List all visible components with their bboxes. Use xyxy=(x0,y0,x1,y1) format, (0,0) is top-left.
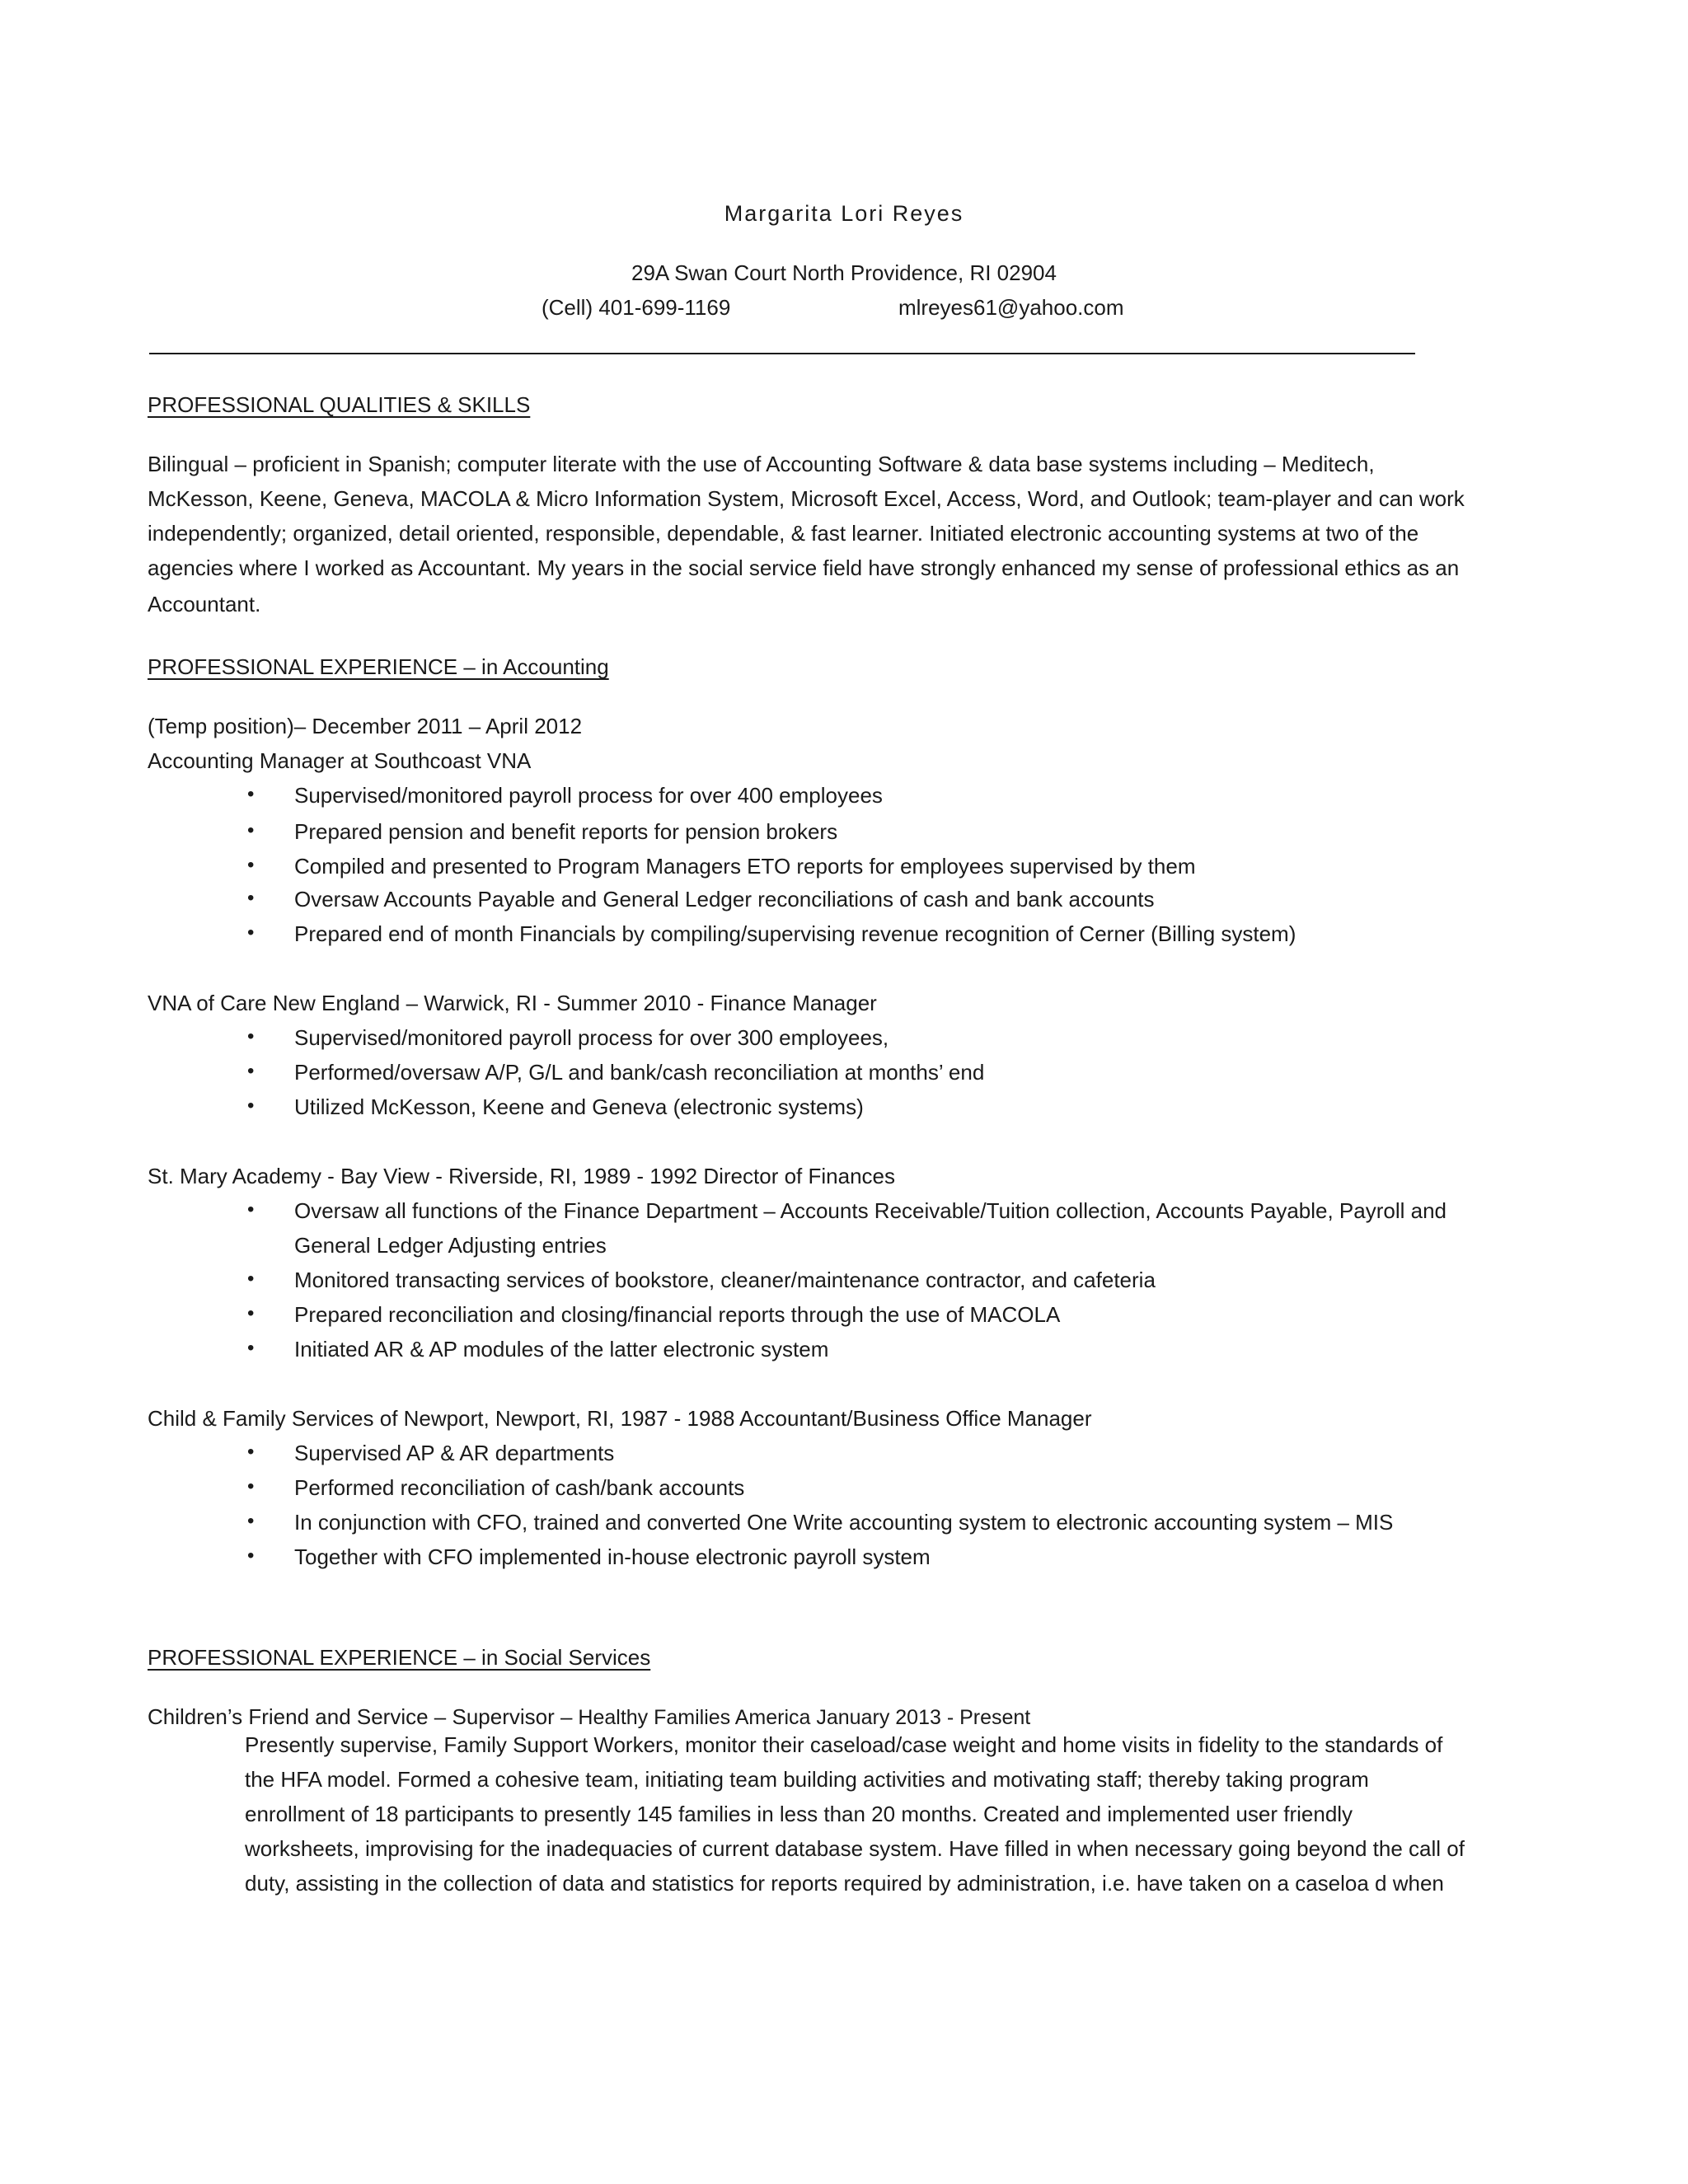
job-bullet: Prepared end of month Financials by compiling/supervising revenue recognition of Cerner (Billing system) xyxy=(294,921,1296,946)
job-bullet: Performed reconciliation of cash/bank accounts xyxy=(294,1475,745,1500)
cell-phone: (Cell) 401-699-1169 xyxy=(542,295,731,320)
job-bullet: Oversaw all functions of the Finance Department – Accounts Receivable/Tuition collection, Accounts Payable, Payroll and xyxy=(294,1198,1447,1223)
qualities-line: Bilingual – proficient in Spanish; computer literate with the use of Accounting Software & data base systems including – Meditech, xyxy=(148,452,1375,476)
qualities-line: agencies where I worked as Accountant. My years in the social service field have strongly enhanced my sense of professional ethics as an xyxy=(148,555,1460,580)
job-title: VNA of Care New England – Warwick, RI - Summer 2010 - Finance Manager xyxy=(148,991,877,1015)
job-title-detail: Healthy Families America January 2013 - Present xyxy=(572,1706,1031,1729)
job-description-line: Presently supervise, Family Support Workers, monitor their caseload/case weight and home visits in fidelity to the standards of xyxy=(245,1732,1443,1757)
job-bullet: Supervised/monitored payroll process for over 400 employees xyxy=(294,783,883,808)
job-bullet: Utilized McKesson, Keene and Geneva (electronic systems) xyxy=(294,1094,864,1119)
bullet-icon: • xyxy=(247,783,255,805)
job-bullet: Supervised/monitored payroll process for over 300 employees, xyxy=(294,1025,889,1050)
qualities-line: independently; organized, detail oriented, responsible, dependable, & fast learner. Initiated electronic accounting systems at two of the xyxy=(148,521,1419,546)
job-bullet: Performed/oversaw A/P, G/L and bank/cash reconciliation at months’ end xyxy=(294,1060,985,1085)
bullet-icon: • xyxy=(247,1060,255,1082)
qualities-line: Accountant. xyxy=(148,592,261,616)
bullet-icon: • xyxy=(247,1510,255,1532)
bullet-icon: • xyxy=(247,1544,255,1567)
contact-row xyxy=(542,295,1135,321)
job-bullet: Prepared reconciliation and closing/financial reports through the use of MACOLA xyxy=(294,1302,1061,1327)
bullet-icon: • xyxy=(247,1337,255,1359)
candidate-name: Margarita Lori Reyes xyxy=(724,201,964,226)
job-description-line: worksheets, improvising for the inadequacies of current database system. Have filled in when necessary going beyond the call of xyxy=(245,1836,1465,1861)
bullet-icon: • xyxy=(247,1198,255,1221)
job-description-line: duty, assisting in the collection of data and statistics for reports required by administration, i.e. have taken on a caseloa d when xyxy=(245,1871,1444,1896)
job-title: St. Mary Academy - Bay View - Riverside, RI, 1989 - 1992 Director of Finances xyxy=(148,1164,895,1188)
social-heading: PROFESSIONAL EXPERIENCE – in Social Services xyxy=(148,1645,651,1670)
accounting-heading: PROFESSIONAL EXPERIENCE – in Accounting xyxy=(148,654,609,679)
job-title xyxy=(148,1704,1030,1730)
bullet-icon: • xyxy=(247,1475,255,1497)
job-bullet: Prepared pension and benefit reports for pension brokers xyxy=(294,819,838,844)
bullet-icon: • xyxy=(247,1268,255,1290)
job-title: (Temp position)– December 2011 – April 2012 xyxy=(148,714,583,738)
bullet-icon: • xyxy=(247,1302,255,1324)
bullet-icon: • xyxy=(247,887,255,909)
job-title: Child & Family Services of Newport, Newport, RI, 1987 - 1988 Accountant/Business Office Manager xyxy=(148,1406,1092,1431)
bullet-icon: • xyxy=(247,1094,255,1117)
qualities-heading: PROFESSIONAL QUALITIES & SKILLS xyxy=(148,392,531,417)
job-description-line: the HFA model. Formed a cohesive team, initiating team building activities and motivating staff; thereby taking program xyxy=(245,1767,1369,1792)
bullet-icon: • xyxy=(247,1441,255,1463)
job-bullet: Compiled and presented to Program Managers ETO reports for employees supervised by them xyxy=(294,854,1196,879)
job-bullet: In conjunction with CFO, trained and converted One Write accounting system to electronic accounting system – MIS xyxy=(294,1510,1394,1535)
job-bullet: Initiated AR & AP modules of the latter electronic system xyxy=(294,1337,829,1361)
bullet-icon: • xyxy=(247,921,255,944)
bullet-icon: • xyxy=(247,819,255,841)
qualities-line: McKesson, Keene, Geneva, MACOLA & Micro Information System, Microsoft Excel, Access, Word, and Outlook; team-player and can work xyxy=(148,486,1465,511)
job-title-role: Children’s Friend and Service – Supervisor – xyxy=(148,1704,573,1729)
address: 29A Swan Court North Providence, RI 02904 xyxy=(631,260,1057,285)
header-divider xyxy=(149,353,1415,354)
email-address: mlreyes61@yahoo.com xyxy=(898,295,1124,320)
job-bullet: Oversaw Accounts Payable and General Ledger reconciliations of cash and bank accounts xyxy=(294,887,1155,912)
job-description-line: enrollment of 18 participants to presently 145 families in less than 20 months. Created and implemented user friendly xyxy=(245,1802,1353,1826)
job-bullet-continuation: General Ledger Adjusting entries xyxy=(294,1233,607,1258)
bullet-icon: • xyxy=(247,1025,255,1047)
job-bullet: Monitored transacting services of bookstore, cleaner/maintenance contractor, and cafeteria xyxy=(294,1268,1156,1292)
job-bullet: Together with CFO implemented in-house electronic payroll system xyxy=(294,1544,931,1569)
job-bullet: Supervised AP & AR departments xyxy=(294,1441,615,1465)
bullet-icon: • xyxy=(247,854,255,876)
job-subtitle: Accounting Manager at Southcoast VNA xyxy=(148,748,532,773)
